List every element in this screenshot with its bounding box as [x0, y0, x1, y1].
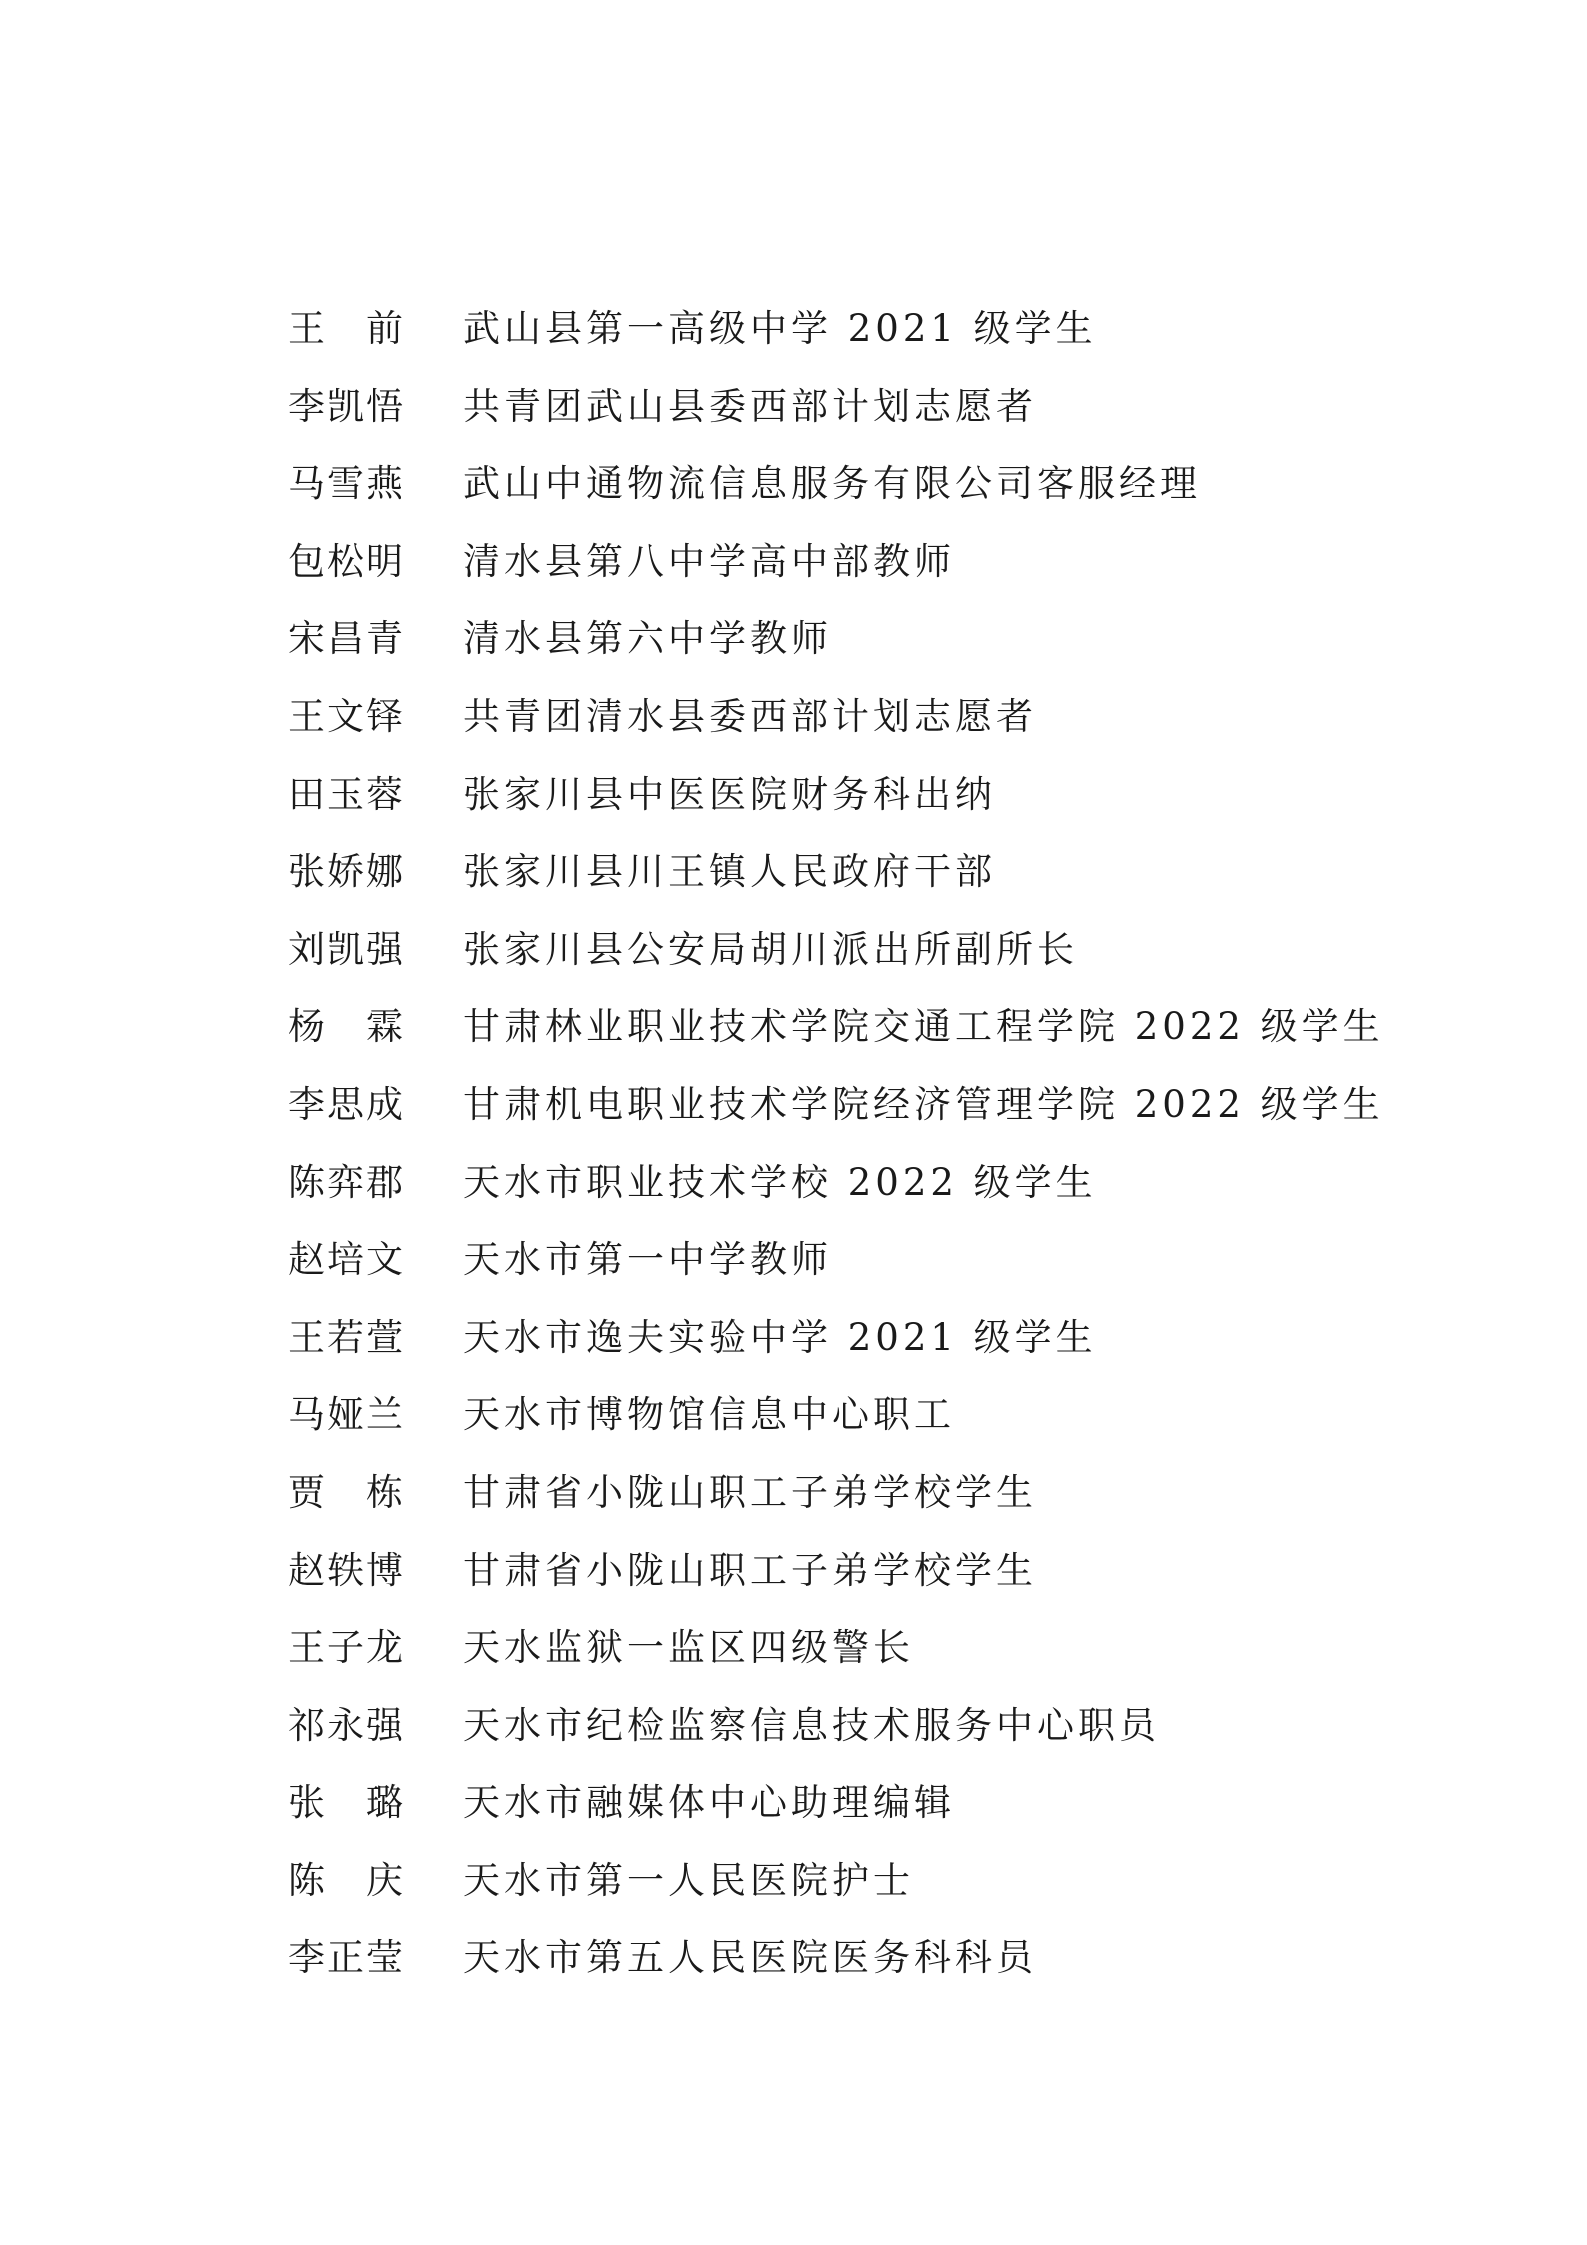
- person-affiliation: 张家川县川王镇人民政府干部: [463, 850, 996, 894]
- person-affiliation: 天水市逸夫实验中学 2021 级学生: [463, 1315, 1097, 1359]
- list-item: [288, 1066, 1438, 1144]
- person-name: 马娅兰: [288, 1393, 405, 1437]
- person-name: 赵轶博: [288, 1548, 405, 1592]
- list-item: [288, 1842, 1438, 1920]
- person-affiliation: 天水市第一中学教师: [463, 1238, 832, 1282]
- person-affiliation: 清水县第六中学教师: [463, 617, 832, 661]
- person-name: 李凯悟: [288, 384, 405, 428]
- person-affiliation: 张家川县中医医院财务科出纳: [463, 772, 996, 816]
- person-affiliation: 天水市融媒体中心助理编辑: [463, 1781, 955, 1825]
- person-name: 杨 霖: [288, 1005, 405, 1049]
- person-name: 王若萱: [288, 1315, 405, 1359]
- person-affiliation: 清水县第八中学高中部教师: [463, 539, 955, 583]
- list-item: [288, 1687, 1438, 1765]
- person-affiliation: 武山中通物流信息服务有限公司客服经理: [463, 462, 1201, 506]
- list-item: [288, 1221, 1438, 1299]
- person-name: 马雪燕: [288, 462, 405, 506]
- list-item: [288, 1764, 1438, 1842]
- list-item: [288, 1144, 1438, 1222]
- person-name: 李正莹: [288, 1936, 405, 1980]
- person-affiliation: 甘肃省小陇山职工子弟学校学生: [463, 1470, 1037, 1514]
- person-name: 赵培文: [288, 1238, 405, 1282]
- person-name: 陈弈郡: [288, 1160, 405, 1204]
- list-item: [288, 1299, 1438, 1377]
- list-item: [288, 1376, 1438, 1454]
- person-name: 王子龙: [288, 1626, 405, 1670]
- list-item: [288, 1609, 1438, 1687]
- list-item: [288, 833, 1438, 911]
- person-name: 包松明: [288, 539, 405, 583]
- person-affiliation: 天水市纪检监察信息技术服务中心职员: [463, 1703, 1160, 1747]
- person-affiliation: 天水市博物馆信息中心职工: [463, 1393, 955, 1437]
- person-affiliation: 甘肃机电职业技术学院经济管理学院 2022 级学生: [463, 1082, 1384, 1126]
- person-name: 田玉蓉: [288, 772, 405, 816]
- person-name: 王 前: [288, 307, 405, 350]
- name-list: [288, 290, 1438, 1997]
- list-item: [288, 600, 1438, 678]
- list-item: [288, 1919, 1438, 1997]
- list-item: [288, 678, 1438, 756]
- person-affiliation: 天水市第一人民医院护士: [463, 1858, 914, 1902]
- list-item: [288, 1532, 1438, 1610]
- person-name: 陈 庆: [288, 1858, 405, 1902]
- list-item: [288, 1454, 1438, 1532]
- person-affiliation: 共青团清水县委西部计划志愿者: [463, 694, 1037, 738]
- person-affiliation: 甘肃林业职业技术学院交通工程学院 2022 级学生: [463, 1005, 1384, 1049]
- person-name: 李思成: [288, 1082, 405, 1126]
- list-item: [288, 523, 1438, 601]
- person-affiliation: 共青团武山县委西部计划志愿者: [463, 384, 1037, 428]
- list-item: [288, 988, 1438, 1066]
- person-name: 贾 栋: [288, 1470, 405, 1514]
- list-item: [288, 290, 1438, 368]
- person-name: 王文铎: [288, 694, 405, 738]
- person-affiliation: 天水市第五人民医院医务科科员: [463, 1936, 1037, 1980]
- person-affiliation: 武山县第一高级中学 2021 级学生: [463, 307, 1097, 350]
- person-affiliation: 天水监狱一监区四级警长: [463, 1626, 914, 1670]
- person-name: 张 璐: [288, 1781, 405, 1825]
- list-item: [288, 368, 1438, 446]
- person-affiliation: 甘肃省小陇山职工子弟学校学生: [463, 1548, 1037, 1592]
- list-item: [288, 445, 1438, 523]
- person-name: 宋昌青: [288, 617, 405, 661]
- person-affiliation: 天水市职业技术学校 2022 级学生: [463, 1160, 1097, 1204]
- person-name: 祁永强: [288, 1703, 405, 1747]
- person-affiliation: 张家川县公安局胡川派出所副所长: [463, 927, 1078, 971]
- list-item: [288, 756, 1438, 834]
- person-name: 刘凯强: [288, 927, 405, 971]
- list-item: [288, 911, 1438, 989]
- person-name: 张娇娜: [288, 850, 405, 894]
